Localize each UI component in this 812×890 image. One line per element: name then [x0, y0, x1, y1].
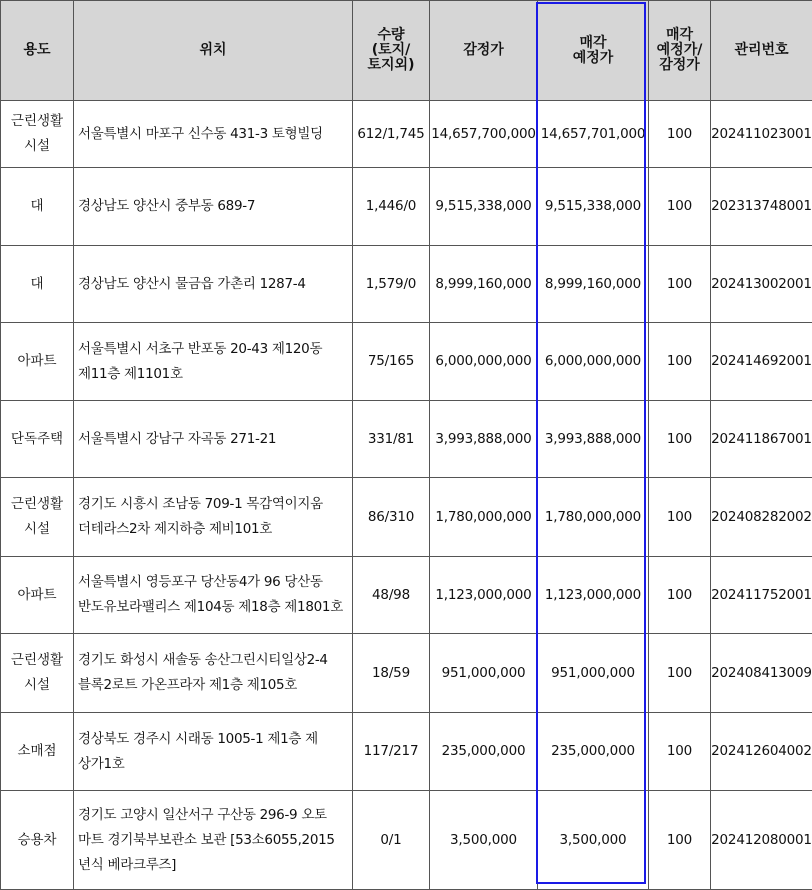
table-row	[1, 168, 812, 246]
cell-mgmt-number: 202408413009	[711, 634, 812, 713]
use-line: 단독주택	[1, 427, 73, 452]
cell-use	[1, 634, 74, 713]
cell-sale-price: 8,999,160,000	[538, 246, 649, 323]
cell-appraisal: 9,515,338,000	[430, 168, 538, 246]
cell-ratio: 100	[649, 168, 711, 246]
header-location: 위치	[74, 1, 353, 101]
use-line: 아파트	[1, 583, 73, 608]
cell-location	[74, 557, 353, 634]
location-line: 서울특별시 강남구 자곡동 271-21	[78, 427, 350, 452]
cell-sale-price: 3,500,000	[538, 791, 649, 890]
cell-sale-price: 6,000,000,000	[538, 323, 649, 401]
cell-use	[1, 401, 74, 478]
cell-ratio: 100	[649, 791, 711, 890]
cell-mgmt-number: 202413002001	[711, 246, 812, 323]
cell-sale-price: 14,657,701,000	[538, 101, 649, 168]
location-line: 제11층 제1101호	[78, 362, 350, 387]
cell-quantity: 0/1	[353, 791, 430, 890]
cell-use	[1, 557, 74, 634]
location-line: 마트 경기북부보관소 보관 [53소6055,2015	[78, 828, 350, 853]
location-line: 블록2로트 가온프라자 제1층 제105호	[78, 673, 350, 698]
cell-location	[74, 478, 353, 557]
table-row	[1, 323, 812, 401]
cell-appraisal: 3,993,888,000	[430, 401, 538, 478]
cell-mgmt-number: 202414692001	[711, 323, 812, 401]
table-row	[1, 713, 812, 791]
header-quantity-line: 수량	[353, 28, 429, 43]
cell-ratio: 100	[649, 101, 711, 168]
header-mgmt-number: 관리번호	[711, 1, 812, 101]
cell-mgmt-number: 202411867001	[711, 401, 812, 478]
header-appraisal: 감정가	[430, 1, 538, 101]
cell-ratio: 100	[649, 557, 711, 634]
use-line: 시설	[1, 673, 73, 698]
cell-mgmt-number: 202411752001	[711, 557, 812, 634]
cell-location	[74, 323, 353, 401]
cell-use	[1, 246, 74, 323]
cell-quantity: 48/98	[353, 557, 430, 634]
cell-use	[1, 168, 74, 246]
header-sale-line: 매각	[538, 36, 648, 51]
cell-ratio: 100	[649, 246, 711, 323]
cell-appraisal: 951,000,000	[430, 634, 538, 713]
use-line: 근린생활	[1, 648, 73, 673]
table-row	[1, 557, 812, 634]
table-row	[1, 101, 812, 168]
cell-ratio: 100	[649, 401, 711, 478]
cell-ratio: 100	[649, 478, 711, 557]
header-ratio	[649, 1, 711, 101]
cell-quantity: 1,446/0	[353, 168, 430, 246]
cell-quantity: 86/310	[353, 478, 430, 557]
cell-sale-price: 1,123,000,000	[538, 557, 649, 634]
cell-location	[74, 634, 353, 713]
table-row	[1, 246, 812, 323]
cell-ratio: 100	[649, 634, 711, 713]
cell-use	[1, 101, 74, 168]
cell-sale-price: 1,780,000,000	[538, 478, 649, 557]
location-line: 경상남도 양산시 물금읍 가촌리 1287-4	[78, 272, 350, 297]
cell-sale-price: 9,515,338,000	[538, 168, 649, 246]
location-line: 경상북도 경주시 시래동 1005-1 제1층 제	[78, 727, 350, 752]
table-row	[1, 634, 812, 713]
cell-quantity: 331/81	[353, 401, 430, 478]
cell-location	[74, 101, 353, 168]
location-line: 서울특별시 마포구 신수동 431-3 토형빌딩	[78, 122, 350, 147]
header-ratio-line: 감정가	[649, 58, 710, 73]
cell-use	[1, 478, 74, 557]
cell-appraisal: 1,123,000,000	[430, 557, 538, 634]
cell-ratio: 100	[649, 323, 711, 401]
use-line: 근린생활	[1, 109, 73, 134]
location-line: 년식 베라크루즈]	[78, 853, 350, 878]
location-line: 경기도 시흥시 조남동 709-1 목감역이지움	[78, 492, 350, 517]
cell-sale-price: 951,000,000	[538, 634, 649, 713]
location-line: 서울특별시 영등포구 당산동4가 96 당산동	[78, 570, 350, 595]
header-quantity-line: (토지/	[353, 43, 429, 58]
header-quantity	[353, 1, 430, 101]
location-line: 경기도 고양시 일산서구 구산동 296-9 오토	[78, 803, 350, 828]
cell-quantity: 1,579/0	[353, 246, 430, 323]
location-line: 더테라스2차 제지하층 제비101호	[78, 517, 350, 542]
header-use: 용도	[1, 1, 74, 101]
use-line: 근린생활	[1, 492, 73, 517]
cell-mgmt-number: 202411023001	[711, 101, 812, 168]
header-row	[1, 1, 812, 101]
cell-location	[74, 168, 353, 246]
use-line: 대	[1, 194, 73, 219]
location-line: 상가1호	[78, 752, 350, 777]
use-line: 대	[1, 272, 73, 297]
location-line: 경기도 화성시 새솔동 송산그린시티일상2-4	[78, 648, 350, 673]
cell-ratio: 100	[649, 713, 711, 791]
cell-appraisal: 3,500,000	[430, 791, 538, 890]
use-line: 시설	[1, 134, 73, 159]
cell-location	[74, 791, 353, 890]
cell-sale-price: 3,993,888,000	[538, 401, 649, 478]
cell-mgmt-number: 202408282002	[711, 478, 812, 557]
cell-quantity: 75/165	[353, 323, 430, 401]
cell-location	[74, 713, 353, 791]
header-ratio-line: 매각	[649, 28, 710, 43]
cell-mgmt-number: 202313748001	[711, 168, 812, 246]
header-quantity-line: 토지외)	[353, 58, 429, 73]
cell-appraisal: 8,999,160,000	[430, 246, 538, 323]
table-row	[1, 791, 812, 890]
cell-use	[1, 791, 74, 890]
cell-location	[74, 401, 353, 478]
header-sale-line: 예정가	[538, 51, 648, 66]
location-line: 반도유보라팰리스 제104동 제18층 제1801호	[78, 595, 350, 620]
cell-appraisal: 6,000,000,000	[430, 323, 538, 401]
use-line: 시설	[1, 517, 73, 542]
cell-appraisal: 235,000,000	[430, 713, 538, 791]
cell-use	[1, 713, 74, 791]
table-row	[1, 401, 812, 478]
cell-mgmt-number: 202412604002	[711, 713, 812, 791]
cell-location	[74, 246, 353, 323]
table-row	[1, 478, 812, 557]
use-line: 승용차	[1, 828, 73, 853]
header-ratio-line: 예정가/	[649, 43, 710, 58]
cell-use	[1, 323, 74, 401]
cell-quantity: 18/59	[353, 634, 430, 713]
cell-appraisal: 14,657,700,000	[430, 101, 538, 168]
cell-appraisal: 1,780,000,000	[430, 478, 538, 557]
cell-sale-price: 235,000,000	[538, 713, 649, 791]
use-line: 아파트	[1, 349, 73, 374]
cell-mgmt-number: 202412080001	[711, 791, 812, 890]
location-line: 경상남도 양산시 중부동 689-7	[78, 194, 350, 219]
cell-quantity: 117/217	[353, 713, 430, 791]
header-sale-price	[538, 1, 649, 101]
cell-quantity: 612/1,745	[353, 101, 430, 168]
location-line: 서울특별시 서초구 반포동 20-43 제120동	[78, 337, 350, 362]
use-line: 소매점	[1, 739, 73, 764]
